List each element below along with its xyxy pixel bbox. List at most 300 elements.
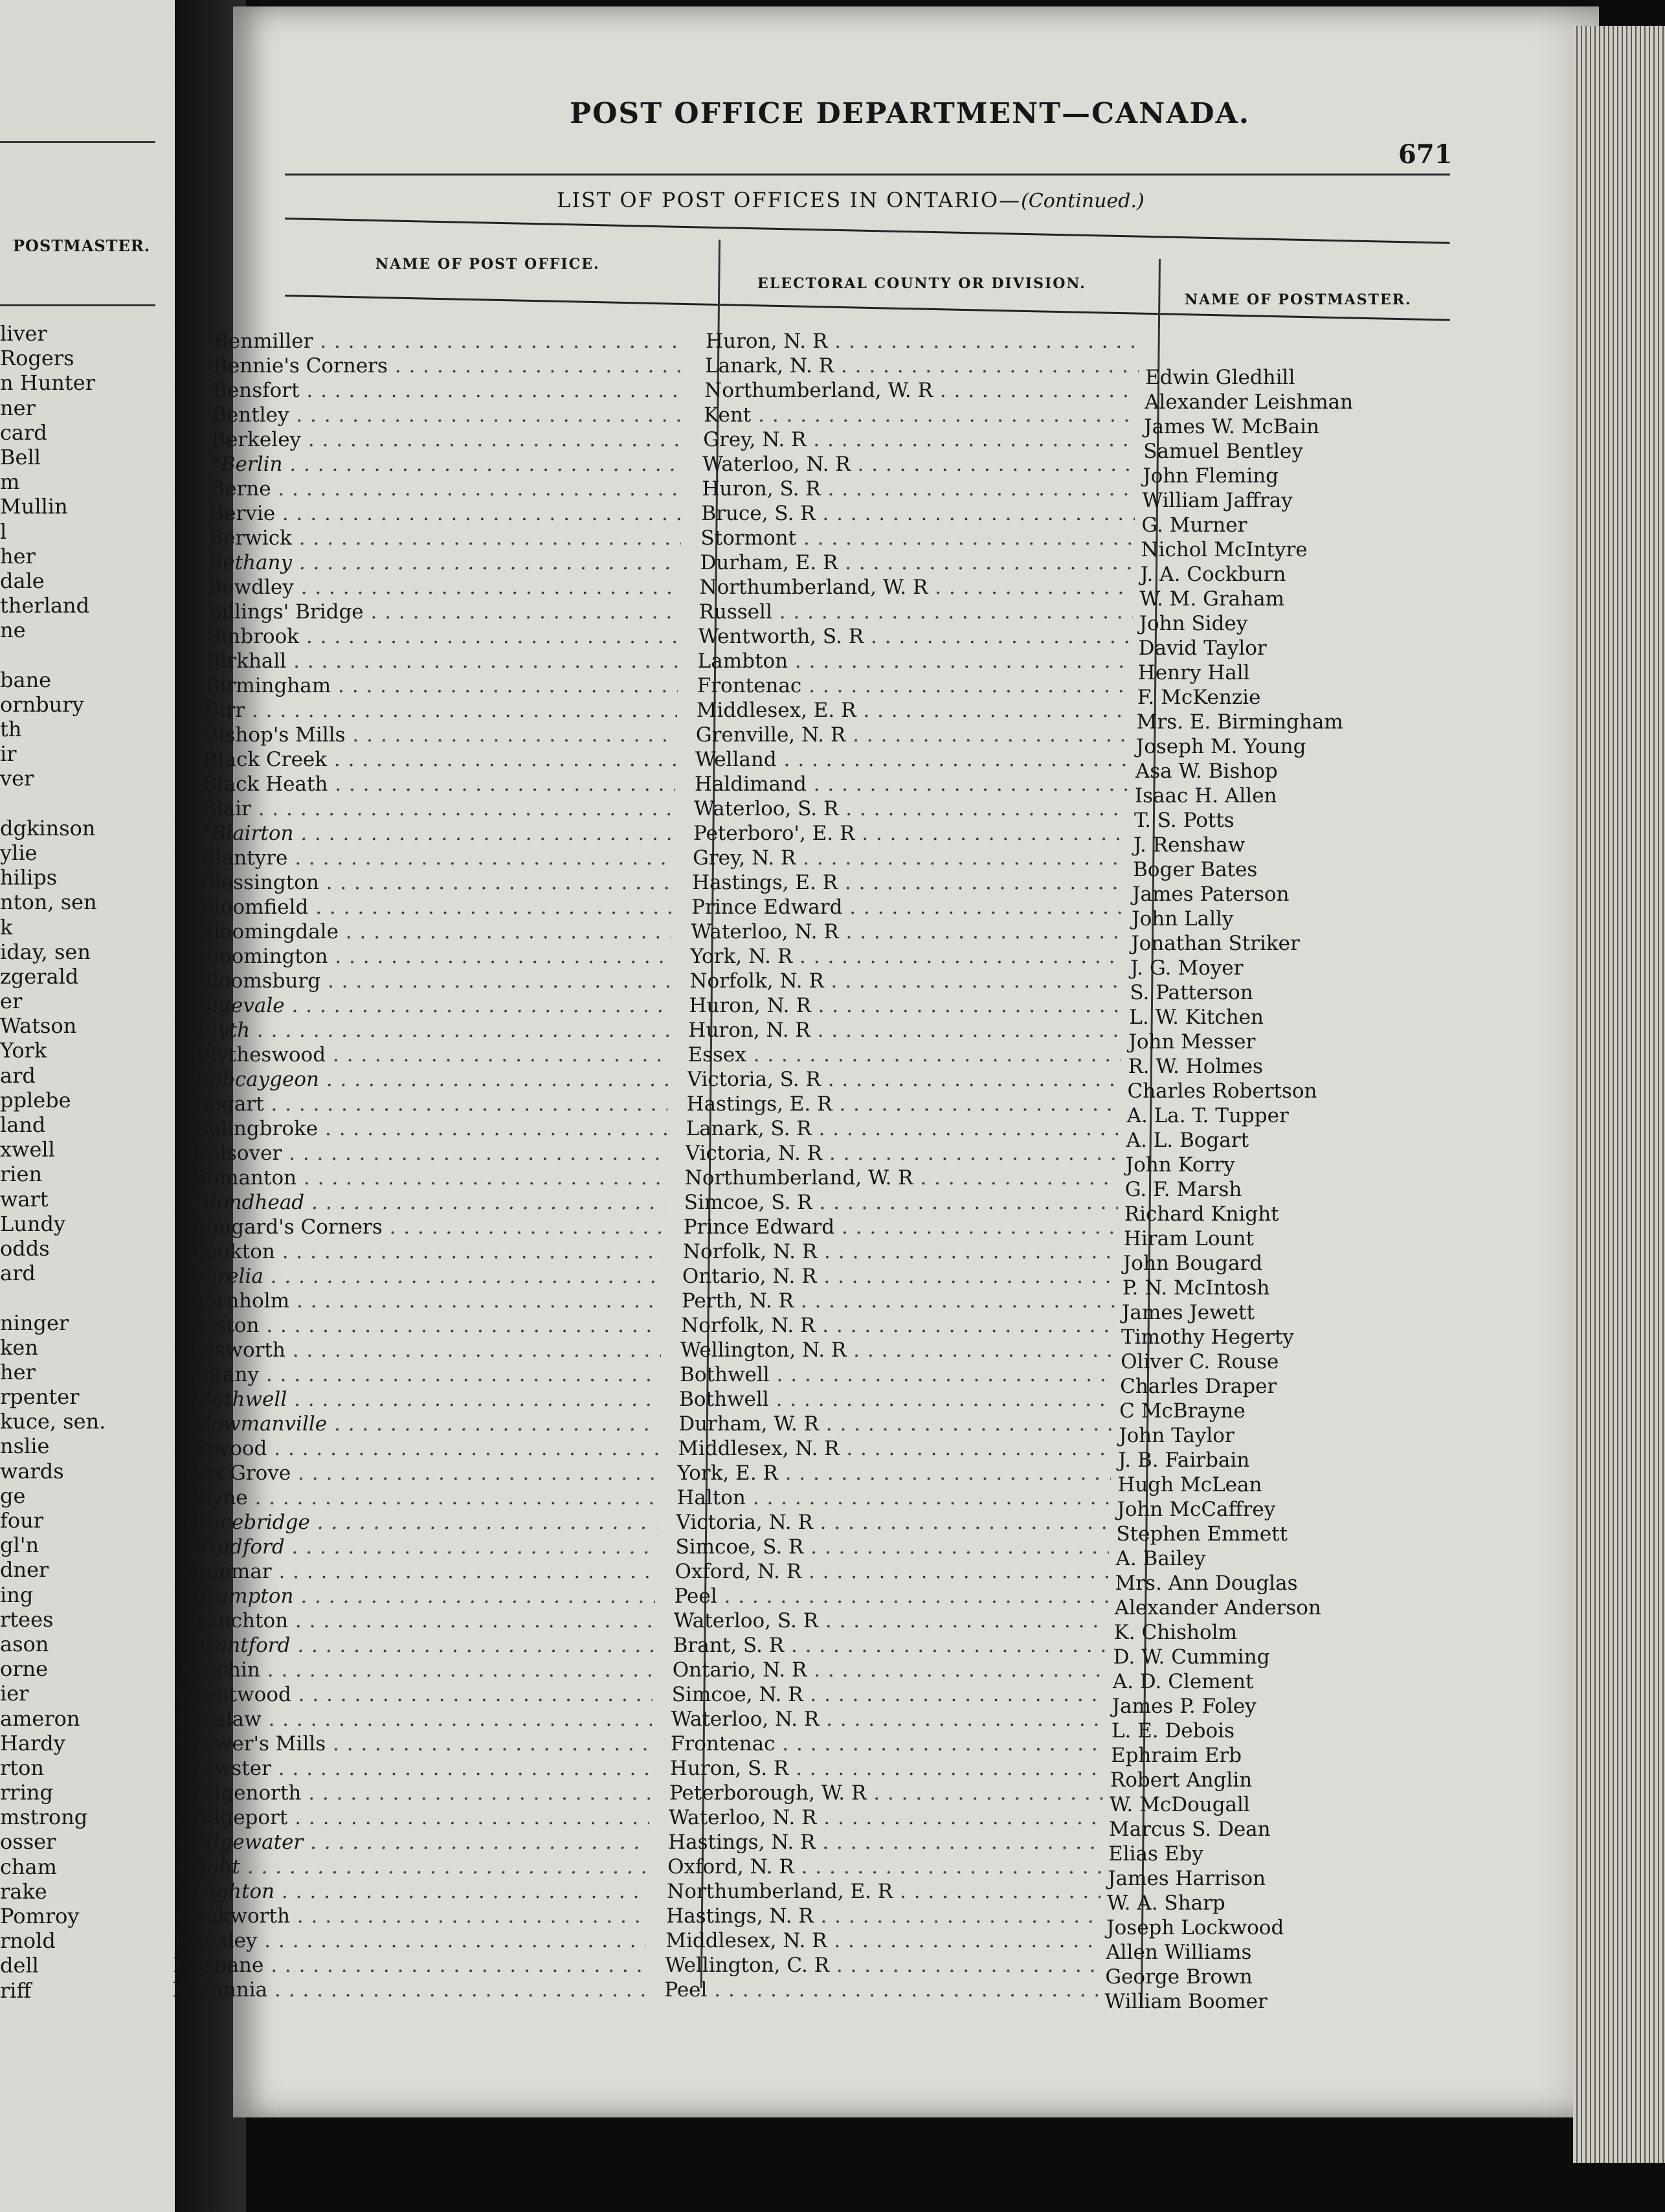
postmaster-name: Joseph Lockwood [1106, 1916, 1284, 1939]
postmaster-name: John Messer [1128, 1030, 1256, 1054]
post-office-name: Bishop's Mills . . . [204, 723, 676, 747]
electoral-county: Waterloo, N. R . . . [671, 1707, 1105, 1732]
postmaster-name: John Sidey [1139, 612, 1248, 635]
postmaster-name: Marcus S. Dean [1109, 1818, 1271, 1841]
left-page-postmaster-item: ornbury [0, 692, 84, 717]
electoral-county: Durham, E. R . . . [700, 550, 1134, 575]
table-row [183, 1535, 1446, 1570]
post-office-name: Bridgewater . . . [176, 1830, 649, 1855]
table-row [201, 821, 1464, 857]
electoral-county: Ontario, N. R . . . [682, 1264, 1116, 1289]
left-page-column-header: POSTMASTER. [13, 236, 151, 255]
postmaster-name: Robert Anglin [1110, 1768, 1253, 1792]
electoral-county: Lanark, S. R . . . [686, 1116, 1120, 1141]
left-page-postmaster-item: riff [0, 1978, 32, 2003]
postmaster-name: G. F. Marsh [1124, 1178, 1242, 1201]
electoral-county: Wellington, N. R . . . [680, 1338, 1114, 1362]
left-page-postmaster-item: gl'n [0, 1533, 39, 1558]
post-office-name: Birkhall . . . [206, 649, 678, 673]
post-office-name: Berwick . . . [208, 526, 681, 550]
left-page-postmaster-item: Hardy [0, 1730, 65, 1755]
postmaster-name: W. McDougall [1109, 1793, 1250, 1816]
table-row [177, 1805, 1439, 1841]
left-page-rule [0, 141, 155, 143]
left-page-postmaster-item: wards [0, 1458, 64, 1484]
electoral-county: Bothwell . . . [679, 1387, 1113, 1412]
table-row [214, 329, 1476, 354]
post-office-name: Birmingham . . . [205, 673, 678, 698]
postmaster-name: F. McKenzie [1137, 686, 1261, 709]
electoral-county: Grey, N. R . . . [693, 846, 1126, 870]
post-office-name: Bomanton . . . [193, 1166, 665, 1190]
left-page-postmaster-item: Bell [0, 444, 41, 469]
left-page-postmaster-item: land [0, 1112, 46, 1137]
table-row [181, 1633, 1444, 1669]
electoral-county: Grenville, N. R . . . [696, 723, 1130, 747]
post-office-name: Boyne . . . [184, 1485, 657, 1510]
column-header-county: ELECTORAL COUNTY OR DIVISION. [757, 275, 1086, 292]
table-row [199, 920, 1461, 955]
left-page-postmaster-item: York [0, 1038, 47, 1063]
left-page-postmaster-item: ir [0, 741, 17, 767]
left-page-postmaster-item: ard [0, 1063, 36, 1088]
electoral-county: Northumberland, W. R . . . [704, 378, 1138, 403]
left-page-postmaster-item: four [0, 1508, 44, 1533]
electoral-county: Grey, N. R . . . [703, 427, 1137, 452]
left-page-postmaster-item: rpenter [0, 1384, 80, 1410]
post-office-name: Brewster . . . [178, 1756, 651, 1781]
left-page-postmaster-item: k [0, 914, 13, 940]
electoral-county: Peel . . . [675, 1584, 1108, 1608]
table-row [187, 1387, 1449, 1423]
post-office-name: Botany . . . [188, 1362, 660, 1387]
electoral-county: Bruce, S. R . . . [701, 501, 1135, 526]
electoral-county: Huron, S. R . . . [670, 1756, 1104, 1781]
post-office-name: Bornholm . . . [190, 1289, 662, 1313]
post-office-name: Blyth . . . [196, 1018, 669, 1043]
page-number: 671 [1398, 139, 1453, 170]
post-office-name: Bobcaygeon . . . [196, 1067, 668, 1092]
electoral-county: Victoria, S. R . . . [687, 1067, 1121, 1092]
table-row [195, 1067, 1458, 1103]
left-page-postmaster-item: rring [0, 1780, 53, 1805]
postmaster-name: Henry Hall [1137, 661, 1250, 684]
post-office-name: Breslaw . . . [179, 1707, 652, 1732]
left-page-postmaster-item: m [0, 469, 20, 495]
left-page-postmaster-item: ner [0, 395, 36, 420]
left-page-postmaster-item: zgerald [0, 964, 79, 989]
postmaster-name: S. Patterson [1130, 981, 1253, 1004]
left-page-postmaster-item: Mullin [0, 494, 68, 519]
left-page-postmaster-item: ason [0, 1631, 49, 1656]
electoral-county: Lambton . . . [698, 649, 1132, 673]
electoral-county: Bothwell . . . [680, 1362, 1113, 1387]
postmaster-name: John Bougard [1123, 1252, 1263, 1275]
post-office-name: Bridgeport . . . [177, 1805, 649, 1830]
table-row [197, 969, 1460, 1004]
table-row [211, 427, 1473, 463]
table-row [181, 1608, 1444, 1644]
postmaster-name: Elias Eby [1108, 1842, 1203, 1866]
table-row [177, 1756, 1440, 1792]
postmaster-name: George Brown [1105, 1965, 1253, 1989]
left-page-postmaster-item: ne [0, 618, 26, 643]
electoral-county: Peterboro', E. R . . . [693, 821, 1127, 846]
table-row [175, 1855, 1438, 1890]
post-office-name: Bloomington . . . [198, 944, 671, 969]
left-page-postmaster-item: dale [0, 568, 45, 593]
post-office-name: Brechin . . . [181, 1658, 653, 1682]
table-row [173, 1928, 1436, 1964]
table-row [202, 772, 1465, 807]
post-office-name: Bolsover . . . [194, 1141, 666, 1166]
postmaster-name: Alexander Anderson [1114, 1596, 1321, 1620]
left-page-postmaster-item [0, 1285, 106, 1310]
left-page-postmaster-item: th [0, 717, 22, 741]
electoral-county: Prince Edward . . . [684, 1215, 1117, 1239]
electoral-county: Russell . . . [699, 600, 1133, 624]
table-row [191, 1215, 1454, 1250]
postmaster-name: John Lally [1132, 907, 1234, 931]
postmaster-name: Timothy Hegerty [1121, 1326, 1294, 1349]
electoral-county: Perth, N. R . . . [682, 1289, 1115, 1313]
table-row [207, 575, 1470, 611]
post-office-name: Bookton . . . [191, 1239, 664, 1264]
post-office-name: Berkeley . . . [211, 427, 684, 452]
electoral-county: Halton . . . [676, 1485, 1110, 1510]
postmaster-name: L. E. Debois [1111, 1719, 1235, 1743]
postmaster-name: Samuel Bentley [1143, 440, 1303, 463]
left-page-postmaster-item: l [0, 519, 7, 544]
post-office-name: Bridgenorth . . . [177, 1781, 650, 1805]
postmaster-name: Hugh McLean [1117, 1473, 1262, 1496]
postmaster-name: James P. Foley [1112, 1695, 1257, 1718]
postmaster-name: James Paterson [1132, 883, 1290, 906]
table-row [190, 1239, 1453, 1275]
electoral-county: Stormont . . . [700, 526, 1134, 550]
left-page-rule [0, 304, 155, 306]
postmaster-name: Hiram Lount [1123, 1227, 1254, 1250]
table-row [188, 1362, 1450, 1398]
postmaster-name: Joseph M. Young [1135, 735, 1306, 758]
post-office-name: Box Grove . . . [185, 1461, 658, 1485]
left-page-postmaster-item: ameron [0, 1706, 80, 1731]
table-row [208, 550, 1470, 586]
left-page-postmaster-item: card [0, 420, 47, 445]
electoral-county: Ontario, N. R . . . [673, 1658, 1106, 1682]
left-page-postmaster-item: rnold [0, 1928, 56, 1954]
left-page-postmaster-item: rton [0, 1755, 45, 1780]
electoral-county: Norfolk, N. R . . . [683, 1239, 1117, 1264]
table-row [198, 944, 1460, 980]
post-office-name: Bennie's Corners . . . [213, 354, 686, 378]
left-page-postmaster-item: rtees [0, 1607, 54, 1632]
postmaster-name: L. W. Kitchen [1129, 1006, 1264, 1029]
table-row [192, 1166, 1455, 1201]
table-row [201, 796, 1464, 832]
postmaster-name: W. M. Graham [1139, 587, 1285, 611]
left-page-postmaster-item [0, 791, 106, 816]
post-office-name: Bosworth . . . [188, 1338, 661, 1362]
table-row [173, 1953, 1435, 1989]
table-row [197, 993, 1459, 1029]
post-office-name: *Brampton . . . [183, 1584, 655, 1608]
postmaster-name: Charles Robertson [1127, 1079, 1317, 1103]
postmaster-name: Charles Draper [1120, 1375, 1277, 1398]
table-row [190, 1264, 1453, 1300]
post-office-name: Bogart . . . [195, 1092, 667, 1116]
postmaster-name: J. B. Fairbain [1118, 1449, 1250, 1472]
table-row [193, 1141, 1456, 1177]
table-row [212, 403, 1474, 438]
post-office-name: Bewdley . . . [208, 575, 680, 600]
table-row [210, 452, 1473, 488]
electoral-county: Oxford, N. R . . . [667, 1855, 1101, 1879]
electoral-county: Norfolk, N. R . . . [681, 1313, 1115, 1338]
electoral-county: Simcoe, S. R . . . [675, 1535, 1109, 1559]
left-page-postmaster-item: wart [0, 1186, 49, 1212]
post-office-name: Bloomsburg . . . [197, 969, 670, 993]
electoral-county: Middlesex, N. R . . . [678, 1436, 1112, 1461]
left-page-postmaster-item: er [0, 989, 23, 1014]
table-row [208, 526, 1471, 561]
book-page-edges [1573, 26, 1665, 2163]
left-page-postmaster-item: rien [0, 1162, 43, 1187]
electoral-county: Welland . . . [695, 747, 1129, 772]
table-row [186, 1436, 1448, 1472]
electoral-county: Huron, N. R . . . [706, 329, 1139, 354]
left-page-postmaster-item: iday, sen [0, 939, 91, 964]
post-office-name: *Bowmanville . . . [186, 1412, 659, 1436]
table-row [204, 698, 1467, 734]
left-page-postmaster-item: ing [0, 1582, 34, 1607]
electoral-county: Waterloo, N. R . . . [702, 452, 1136, 477]
postmaster-name: John Taylor [1119, 1424, 1235, 1447]
table-row [177, 1781, 1440, 1816]
list-title-continued: (Continued.) [1021, 190, 1145, 212]
title-rule [285, 174, 1450, 175]
left-page-postmaster-item: therland [0, 593, 90, 618]
electoral-county: Hastings, E. R . . . [687, 1092, 1121, 1116]
table-row [207, 600, 1469, 635]
postmaster-name: Nichol McIntyre [1141, 538, 1308, 561]
post-office-name: *Brantford . . . [181, 1633, 654, 1658]
table-row [180, 1658, 1443, 1693]
postmaster-name: G. Murner [1141, 514, 1247, 537]
electoral-county: Wentworth, S. R . . . [698, 624, 1132, 649]
postmaster-name: P. N. McIntosh [1122, 1276, 1270, 1300]
postmaster-name: J. Renshaw [1134, 833, 1246, 857]
post-office-name: Brewer's Mills . . . [179, 1732, 651, 1756]
postmaster-name: Oliver C. Rouse [1121, 1350, 1279, 1373]
postmaster-name: John McCaffrey [1117, 1498, 1276, 1521]
left-page-postmaster-item: orne [0, 1656, 49, 1682]
table-row [203, 723, 1466, 758]
left-page-postmaster-item: her [0, 1359, 36, 1384]
postmaster-name: James Harrison [1108, 1867, 1266, 1890]
postmaster-name: David Taylor [1138, 637, 1267, 660]
postmaster-name: Edwin Gledhill [1145, 366, 1295, 389]
postmaster-name: C McBrayne [1119, 1399, 1246, 1423]
left-page-postmaster-item: Rogers [0, 346, 74, 371]
electoral-county: Waterloo, S. R . . . [674, 1608, 1108, 1633]
table-row [196, 1018, 1458, 1054]
postmaster-name: John Fleming [1143, 464, 1279, 488]
left-page-postmaster-item: cham [0, 1854, 57, 1879]
postmaster-name: Richard Knight [1124, 1202, 1279, 1226]
left-page-postmaster-item: ken [0, 1335, 38, 1360]
left-page-postmaster-item: nslie [0, 1434, 50, 1459]
postmaster-name: J. G. Moyer [1130, 956, 1244, 980]
left-page-postmaster-item: pplebe [0, 1087, 71, 1112]
postmaster-name: J. A. Cockburn [1140, 563, 1286, 586]
table-row [174, 1904, 1436, 1939]
left-page-postmaster-item: odds [0, 1236, 50, 1261]
postmaster-name: Boger Bates [1133, 858, 1258, 881]
left-page-postmaster-item: mstrong [0, 1805, 88, 1830]
electoral-county: Hastings, N. R . . . [666, 1904, 1100, 1928]
electoral-county: Huron, S. R . . . [702, 477, 1135, 501]
post-office-name: Blair . . . [202, 796, 675, 821]
table-row [183, 1559, 1446, 1595]
postmaster-name: W. A. Sharp [1107, 1891, 1225, 1915]
table-row [206, 624, 1469, 660]
post-office-name: Blessington . . . [200, 870, 673, 895]
table-row [184, 1485, 1447, 1521]
postmaster-name: K. Chisholm [1113, 1621, 1237, 1644]
post-office-name: *Bondhead . . . [192, 1190, 665, 1215]
left-page-postmaster-item: n Hunter [0, 370, 95, 396]
post-office-name: Bloomfield . . . [199, 895, 672, 920]
table-row [201, 846, 1463, 881]
post-office-name: Brinsley . . . [173, 1928, 646, 1953]
postmaster-name: James Jewett [1121, 1301, 1255, 1324]
electoral-county: Northumberland, W. R . . . [685, 1166, 1119, 1190]
postmaster-name: Ephraim Erb [1110, 1744, 1242, 1767]
electoral-county: Huron, N. R . . . [688, 1018, 1122, 1043]
column-header-office: NAME OF POST OFFICE. [375, 256, 600, 273]
postmaster-name: A. Bailey [1115, 1547, 1206, 1570]
postmaster-name: William Boomer [1104, 1990, 1268, 2013]
postmaster-name: Jonathan Striker [1131, 932, 1300, 955]
left-page-postmaster-item: kuce, sen. [0, 1409, 106, 1434]
post-office-name: Branchton . . . [182, 1608, 654, 1633]
post-office-name: Braemar . . . [183, 1559, 656, 1584]
table-row [200, 870, 1462, 906]
post-office-name: Borelia . . . [190, 1264, 663, 1289]
postmaster-name: Asa W. Bishop [1135, 760, 1278, 783]
post-office-name: Brisbane . . . [173, 1953, 645, 1978]
table-row [184, 1510, 1446, 1546]
electoral-county: Frontenac . . . [671, 1732, 1104, 1756]
table-row [194, 1116, 1457, 1152]
post-office-name: Bolingbroke . . . [194, 1116, 667, 1141]
left-page-postmaster-item: dner [0, 1557, 49, 1583]
table-row [192, 1190, 1455, 1226]
postmaster-name: Mrs. Ann Douglas [1115, 1572, 1298, 1595]
post-office-name: Bluevale . . . [197, 993, 669, 1018]
left-page-postmaster-item: her [0, 543, 36, 569]
left-page-postmaster-item: Watson [0, 1013, 77, 1039]
left-page-postmaster-item: nton, sen [0, 890, 97, 915]
table-row [185, 1461, 1447, 1496]
column-header-postmaster: NAME OF POSTMASTER. [1185, 291, 1412, 308]
left-page-postmaster-item: ninger [0, 1310, 69, 1335]
table-row [199, 895, 1462, 931]
left-page-postmaster-item [0, 642, 106, 667]
postmaster-name: D. W. Cumming [1113, 1645, 1270, 1669]
electoral-county: Essex . . . [687, 1043, 1121, 1067]
post-office-name: Binbrook . . . [207, 624, 679, 649]
electoral-county: York, N. R . . . [690, 944, 1124, 969]
previous-page-strip [0, 0, 175, 2212]
electoral-county: Oxford, N. R . . . [675, 1559, 1109, 1584]
electoral-county: Norfolk, N. R . . . [689, 969, 1123, 993]
electoral-county: Huron, N. R . . . [689, 993, 1123, 1018]
left-page-postmaster-item: ier [0, 1681, 29, 1706]
table-row [196, 1043, 1458, 1078]
postmaster-name: Alexander Leishman [1145, 390, 1354, 414]
table-row [203, 747, 1466, 783]
post-office-name: Britannia . . . [172, 1978, 645, 2002]
list-title-text: LIST OF POST OFFICES IN ONTARIO— [557, 188, 1022, 212]
electoral-county: Victoria, N. R . . . [676, 1510, 1110, 1535]
electoral-county: Waterloo, N. R . . . [691, 920, 1124, 944]
electoral-county: Northumberland, W. R . . . [700, 575, 1134, 600]
post-office-name: Blytheswood . . . [196, 1043, 668, 1067]
table-row [212, 378, 1475, 414]
electoral-county: Peterborough, W. R . . . [669, 1781, 1103, 1805]
postmaster-name: A. La. T. Tupper [1126, 1104, 1289, 1127]
electoral-county: Waterloo, S. R . . . [694, 796, 1128, 821]
table-row [188, 1338, 1451, 1373]
electoral-county: Waterloo, N. R . . . [669, 1805, 1102, 1830]
postmaster-name: R. W. Holmes [1128, 1055, 1263, 1078]
left-page-postmaster-item: hilips [0, 865, 58, 890]
electoral-county: York, E. R . . . [677, 1461, 1111, 1485]
table-row [172, 1978, 1435, 2013]
postmaster-name: William Jaffray [1142, 489, 1293, 512]
electoral-county: Durham, W. R . . . [678, 1412, 1112, 1436]
post-office-name: *Blairton . . . [201, 821, 674, 846]
postmaster-name: John Korry [1125, 1153, 1235, 1177]
left-page-postmaster-list [0, 321, 106, 2003]
table-row [179, 1682, 1442, 1718]
post-office-name: Brentwood . . . [180, 1682, 653, 1707]
post-office-name: Bright . . . [175, 1855, 648, 1879]
electoral-county: Peel . . . [664, 1978, 1098, 2002]
table-row [182, 1584, 1445, 1620]
list-title [557, 188, 1145, 212]
left-page-postmaster-item: xwell [0, 1137, 55, 1162]
electoral-county: Middlesex, N. R . . . [665, 1928, 1099, 1953]
postmaster-name: Stephen Emmett [1116, 1522, 1288, 1546]
electoral-county: Simcoe, N. R . . . [672, 1682, 1106, 1707]
post-office-name: Bloomingdale . . . [199, 920, 671, 944]
postmaster-name: Allen Williams [1106, 1941, 1252, 1964]
electoral-county: Prince Edward . . . [691, 895, 1125, 920]
postmaster-name: A. L. Bogart [1126, 1129, 1249, 1152]
table-row [194, 1092, 1457, 1127]
post-office-name: Boston . . . [189, 1313, 662, 1338]
post-office-name: *Brighton . . . [175, 1879, 647, 1904]
postmaster-name: James W. McBain [1144, 415, 1319, 438]
left-page-postmaster-item: ylie [0, 840, 38, 865]
postmaster-name: Isaac H. Allen [1134, 784, 1277, 807]
left-page-postmaster-item: ver [0, 766, 34, 791]
electoral-county: Haldimand . . . [695, 772, 1128, 796]
table-row [176, 1830, 1438, 1866]
